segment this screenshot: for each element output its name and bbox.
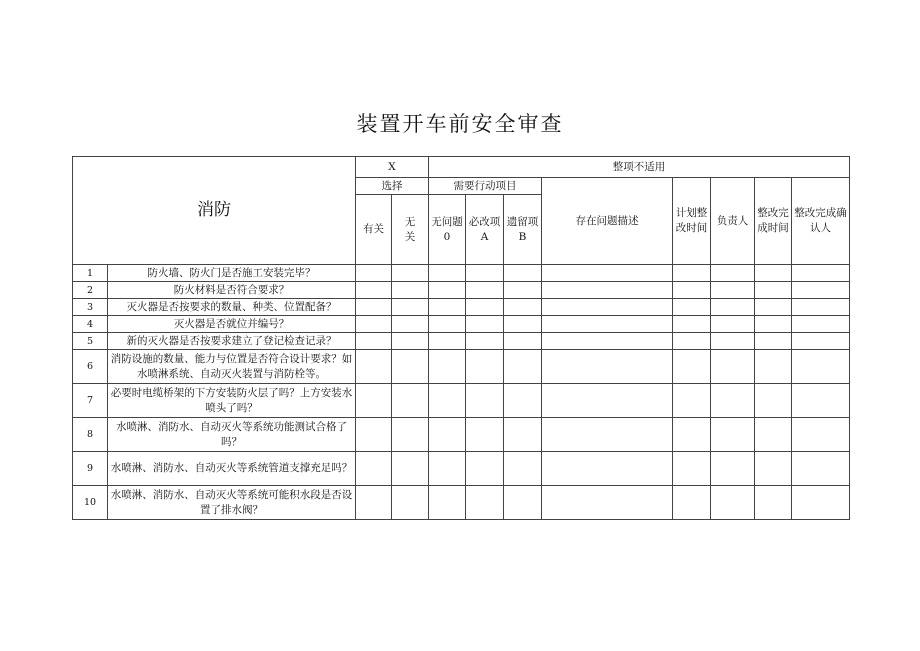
legacy-cell[interactable] bbox=[504, 299, 542, 316]
item-number: 2 bbox=[73, 282, 108, 299]
problem-desc-cell[interactable] bbox=[542, 265, 673, 282]
done-time-header: 整改完 成时间 bbox=[755, 178, 792, 265]
confirmer-cell[interactable] bbox=[792, 350, 850, 384]
table-row bbox=[73, 282, 850, 299]
planned-time-cell[interactable] bbox=[673, 316, 711, 333]
table-row bbox=[73, 452, 850, 486]
legacy-cell[interactable] bbox=[504, 452, 542, 486]
confirmer-cell[interactable] bbox=[792, 282, 850, 299]
legacy-cell[interactable] bbox=[504, 265, 542, 282]
relevant-cell[interactable] bbox=[356, 384, 392, 418]
header-row-1 bbox=[73, 157, 850, 178]
audit-table bbox=[72, 156, 850, 520]
table-row bbox=[73, 265, 850, 282]
not-relevant-cell[interactable] bbox=[392, 418, 429, 452]
must-fix-cell[interactable] bbox=[466, 265, 504, 282]
item-text: 灭火器是否按要求的数量、种类、位置配备？ bbox=[108, 299, 356, 316]
problem-desc-cell[interactable] bbox=[542, 486, 673, 520]
item-text: 防火材料是否符合要求？ bbox=[108, 282, 356, 299]
planned-time-cell[interactable] bbox=[673, 299, 711, 316]
relevant-cell[interactable] bbox=[356, 418, 392, 452]
done-time-cell[interactable] bbox=[755, 265, 792, 282]
confirmer-cell[interactable] bbox=[792, 452, 850, 486]
planned-time-cell[interactable] bbox=[673, 282, 711, 299]
action-required-header: 需要行动项目 bbox=[429, 178, 542, 195]
no-issue-cell[interactable] bbox=[429, 282, 466, 299]
not-relevant-cell[interactable] bbox=[392, 350, 429, 384]
item-text: 水喷淋、消防水、自动灭火等系统管道支撑充足吗？ bbox=[108, 452, 356, 486]
select-header: 选择 bbox=[356, 178, 429, 195]
no-issue-cell[interactable] bbox=[429, 299, 466, 316]
problem-desc-header: 存在问题描述 bbox=[542, 178, 673, 265]
done-time-cell[interactable] bbox=[755, 452, 792, 486]
legacy-header: 遗留项 B bbox=[504, 195, 542, 265]
legacy-cell[interactable] bbox=[504, 418, 542, 452]
relevant-cell[interactable] bbox=[356, 333, 392, 350]
no-issue-cell[interactable] bbox=[429, 350, 466, 384]
item-number: 4 bbox=[73, 316, 108, 333]
problem-desc-cell[interactable] bbox=[542, 452, 673, 486]
item-text: 水喷淋、消防水、自动灭火等系统可能积水段是否设置了排水阀？ bbox=[108, 486, 356, 520]
relevant-cell[interactable] bbox=[356, 350, 392, 384]
owner-cell[interactable] bbox=[711, 452, 755, 486]
table-row bbox=[73, 384, 850, 418]
not-relevant-cell[interactable] bbox=[392, 299, 429, 316]
relevant-cell[interactable] bbox=[356, 316, 392, 333]
owner-cell[interactable] bbox=[711, 316, 755, 333]
item-text: 消防设施的数量、能力与位置是否符合设计要求？如水喷淋系统、自动灭火装置与消防栓等。 bbox=[108, 350, 356, 384]
item-text: 必要时电缆桥架的下方安装防火层了吗？上方安装水喷头了吗？ bbox=[108, 384, 356, 418]
planned-time-cell[interactable] bbox=[673, 350, 711, 384]
no-issue-cell[interactable] bbox=[429, 452, 466, 486]
planned-time-header: 计划整 改时间 bbox=[673, 178, 711, 265]
item-number: 10 bbox=[73, 486, 108, 520]
done-time-cell[interactable] bbox=[755, 350, 792, 384]
problem-desc-cell[interactable] bbox=[542, 282, 673, 299]
problem-desc-cell[interactable] bbox=[542, 384, 673, 418]
done-time-cell[interactable] bbox=[755, 333, 792, 350]
item-number: 3 bbox=[73, 299, 108, 316]
confirmer-cell[interactable] bbox=[792, 316, 850, 333]
legacy-cell[interactable] bbox=[504, 282, 542, 299]
table-row bbox=[73, 418, 850, 452]
owner-header: 负责人 bbox=[711, 178, 755, 265]
table-row bbox=[73, 350, 850, 384]
section-title: 消防 bbox=[73, 157, 356, 265]
done-time-cell[interactable] bbox=[755, 316, 792, 333]
item-number: 8 bbox=[73, 418, 108, 452]
planned-time-cell[interactable] bbox=[673, 486, 711, 520]
done-time-cell[interactable] bbox=[755, 299, 792, 316]
item-text: 水喷淋、消防水、自动灭火等系统功能测试合格了吗？ bbox=[108, 418, 356, 452]
owner-cell[interactable] bbox=[711, 418, 755, 452]
item-text: 新的灭火器是否按要求建立了登记检查记录？ bbox=[108, 333, 356, 350]
confirmer-cell[interactable] bbox=[792, 333, 850, 350]
page-title: 装置开车前安全审查 bbox=[356, 112, 564, 136]
table-row bbox=[73, 486, 850, 520]
table-row bbox=[73, 333, 850, 350]
must-fix-cell[interactable] bbox=[466, 486, 504, 520]
owner-cell[interactable] bbox=[711, 350, 755, 384]
owner-cell[interactable] bbox=[711, 333, 755, 350]
problem-desc-cell[interactable] bbox=[542, 299, 673, 316]
relevant-cell[interactable] bbox=[356, 265, 392, 282]
not-relevant-header: 无 关 bbox=[392, 195, 429, 265]
owner-cell[interactable] bbox=[711, 299, 755, 316]
no-issue-cell[interactable] bbox=[429, 418, 466, 452]
must-fix-cell[interactable] bbox=[466, 333, 504, 350]
item-number: 1 bbox=[73, 265, 108, 282]
problem-desc-cell[interactable] bbox=[542, 418, 673, 452]
must-fix-cell[interactable] bbox=[466, 452, 504, 486]
no-issue-cell[interactable] bbox=[429, 265, 466, 282]
owner-cell[interactable] bbox=[711, 384, 755, 418]
not-relevant-cell[interactable] bbox=[392, 316, 429, 333]
confirmer-cell[interactable] bbox=[792, 486, 850, 520]
relevant-cell[interactable] bbox=[356, 486, 392, 520]
no-issue-cell[interactable] bbox=[429, 316, 466, 333]
owner-cell[interactable] bbox=[711, 265, 755, 282]
problem-desc-cell[interactable] bbox=[542, 350, 673, 384]
no-issue-cell[interactable] bbox=[429, 486, 466, 520]
legacy-cell[interactable] bbox=[504, 333, 542, 350]
item-number: 7 bbox=[73, 384, 108, 418]
not-relevant-cell[interactable] bbox=[392, 384, 429, 418]
na-label: 整项不适用 bbox=[429, 157, 850, 178]
planned-time-cell[interactable] bbox=[673, 333, 711, 350]
owner-cell[interactable] bbox=[711, 282, 755, 299]
done-time-cell[interactable] bbox=[755, 384, 792, 418]
legacy-cell[interactable] bbox=[504, 486, 542, 520]
no-issue-header: 无问题 0 bbox=[429, 195, 466, 265]
planned-time-cell[interactable] bbox=[673, 384, 711, 418]
planned-time-cell[interactable] bbox=[673, 452, 711, 486]
no-issue-cell[interactable] bbox=[429, 333, 466, 350]
must-fix-cell[interactable] bbox=[466, 282, 504, 299]
planned-time-cell[interactable] bbox=[673, 418, 711, 452]
not-relevant-cell[interactable] bbox=[392, 333, 429, 350]
legacy-cell[interactable] bbox=[504, 350, 542, 384]
confirmer-cell[interactable] bbox=[792, 418, 850, 452]
must-fix-cell[interactable] bbox=[466, 350, 504, 384]
not-relevant-cell[interactable] bbox=[392, 265, 429, 282]
relevant-header: 有关 bbox=[356, 195, 392, 265]
not-relevant-cell[interactable] bbox=[392, 486, 429, 520]
done-time-cell[interactable] bbox=[755, 282, 792, 299]
item-text: 防火墙、防火门是否施工安装完毕？ bbox=[108, 265, 356, 282]
must-fix-cell[interactable] bbox=[466, 384, 504, 418]
owner-cell[interactable] bbox=[711, 486, 755, 520]
must-fix-header: 必改项 A bbox=[466, 195, 504, 265]
item-number: 6 bbox=[73, 350, 108, 384]
relevant-cell[interactable] bbox=[356, 282, 392, 299]
confirmer-cell[interactable] bbox=[792, 384, 850, 418]
relevant-cell[interactable] bbox=[356, 452, 392, 486]
confirmer-cell[interactable] bbox=[792, 265, 850, 282]
item-number: 5 bbox=[73, 333, 108, 350]
done-time-cell[interactable] bbox=[755, 486, 792, 520]
legacy-cell[interactable] bbox=[504, 316, 542, 333]
not-relevant-cell[interactable] bbox=[392, 282, 429, 299]
problem-desc-cell[interactable] bbox=[542, 316, 673, 333]
relevant-cell[interactable] bbox=[356, 299, 392, 316]
confirmer-cell[interactable] bbox=[792, 299, 850, 316]
table-row bbox=[73, 316, 850, 333]
item-number: 9 bbox=[73, 452, 108, 486]
confirmer-header: 整改完成确 认人 bbox=[792, 178, 850, 265]
legacy-cell[interactable] bbox=[504, 384, 542, 418]
not-relevant-cell[interactable] bbox=[392, 452, 429, 486]
no-issue-cell[interactable] bbox=[429, 384, 466, 418]
table-row bbox=[73, 299, 850, 316]
na-mark: X bbox=[356, 157, 429, 178]
planned-time-cell[interactable] bbox=[673, 265, 711, 282]
must-fix-cell[interactable] bbox=[466, 418, 504, 452]
must-fix-cell[interactable] bbox=[466, 299, 504, 316]
item-text: 灭火器是否就位并编号？ bbox=[108, 316, 356, 333]
problem-desc-cell[interactable] bbox=[542, 333, 673, 350]
done-time-cell[interactable] bbox=[755, 418, 792, 452]
must-fix-cell[interactable] bbox=[466, 316, 504, 333]
